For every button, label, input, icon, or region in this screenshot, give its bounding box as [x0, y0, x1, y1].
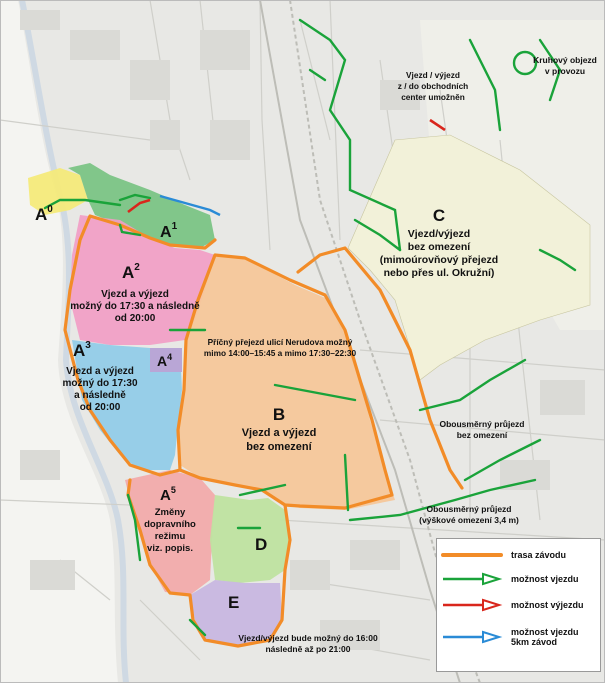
- a1-sup: 1: [171, 221, 178, 232]
- a5-line-1: Změny: [154, 507, 186, 518]
- a2-line-2: možný do 17:30 a následně: [70, 301, 200, 312]
- note-two-way-height-line-1: Obousměrný průjezd: [426, 504, 512, 514]
- legend-label-exit: možnost výjezdu: [511, 600, 584, 610]
- a3-letter: A: [73, 341, 86, 360]
- note-two-way-line-2: bez omezení: [456, 430, 508, 440]
- a5-line-4: viz. popis.: [147, 543, 193, 554]
- a3-sup: 3: [85, 340, 91, 351]
- a5-line-2: dopravního: [144, 519, 196, 530]
- a4-sup: 4: [167, 352, 173, 362]
- route-line-icon: [437, 547, 505, 563]
- c-line-1: Vjezd/výjezd: [407, 228, 471, 240]
- a3-line-2: možný do 17:30: [62, 378, 138, 389]
- legend-label-route: trasa závodu: [511, 550, 567, 560]
- note-bottom-line-2: následně až po 21:00: [265, 644, 351, 654]
- legend: [436, 538, 601, 672]
- a2-line-1: Vjezd a výjezd: [101, 289, 169, 300]
- a5-sup: 5: [170, 485, 176, 495]
- note-two-way-line-1: Obousměrný průjezd: [439, 419, 525, 429]
- c-letter: C: [432, 206, 446, 225]
- legend-item-entry-5km: [437, 627, 600, 647]
- zone-d: [210, 495, 290, 583]
- note-roundabout-line-1: Kruhový objezd: [533, 55, 597, 65]
- note-shopping-line-3: center umožněn: [401, 92, 465, 102]
- note-cross-line-2: mimo 14:00–15:45 a mimo 17:30–22:30: [203, 348, 357, 358]
- a2-sup: 2: [134, 262, 140, 273]
- a0-sup: 0: [47, 204, 53, 215]
- label-d: [255, 535, 267, 554]
- label-e: [228, 593, 239, 612]
- a3-line-3: a následně: [74, 390, 126, 401]
- note-shopping-line-1: Vjezd / výjezd: [406, 70, 460, 80]
- legend-item-route: [437, 547, 600, 563]
- a4-letter: A: [157, 353, 168, 369]
- arrow-right-icon: [437, 629, 505, 645]
- c-line-4: nebo přes ul. Okružní): [383, 267, 495, 279]
- note-two-way-height: [419, 504, 519, 525]
- e-letter: E: [228, 593, 240, 612]
- arrow-right-icon: [437, 597, 505, 613]
- d-letter: D: [255, 535, 268, 554]
- a2-line-3: od 20:00: [114, 313, 156, 324]
- note-shopping: [398, 70, 469, 102]
- a5-letter: A: [160, 487, 171, 504]
- note-cross: [204, 337, 357, 358]
- legend-item-entry: [437, 571, 600, 587]
- b-letter: B: [272, 405, 286, 424]
- legend-label-entry-5km-line-2: 5km závod: [511, 637, 558, 647]
- a5-line-3: režimu: [154, 531, 186, 542]
- b-line-2: bez omezení: [246, 441, 312, 453]
- legend-label-entry-5km: [511, 627, 579, 647]
- b-line-1: Vjezd a výjezd: [241, 427, 317, 439]
- a2-letter: A: [122, 263, 135, 282]
- arrow-right-icon: [437, 571, 505, 587]
- a1-letter: A: [160, 224, 172, 241]
- note-bottom-line-1: Vjezd/výjezd bude možný do 16:00: [238, 633, 378, 643]
- a0-letter: A: [35, 205, 48, 224]
- legend-label-entry-5km-line-1: možnost vjezdu: [511, 627, 579, 637]
- legend-label-entry: možnost vjezdu: [511, 574, 579, 584]
- note-two-way-height-line-2: (výškové omezení 3,4 m): [419, 515, 519, 525]
- legend-item-exit: [437, 597, 600, 613]
- note-cross-line-1: Příčný přejezd ulicí Nerudova možný: [207, 337, 353, 347]
- c-line-3: (mimoúrovňový přejezd: [379, 254, 499, 266]
- note-roundabout-line-2: v provozu: [544, 66, 586, 76]
- a3-line-1: Vjezd a výjezd: [66, 366, 134, 377]
- note-shopping-line-2: z / do obchodních: [397, 81, 469, 91]
- a3-line-4: od 20:00: [79, 402, 121, 413]
- c-line-2: bez omezení: [407, 241, 471, 253]
